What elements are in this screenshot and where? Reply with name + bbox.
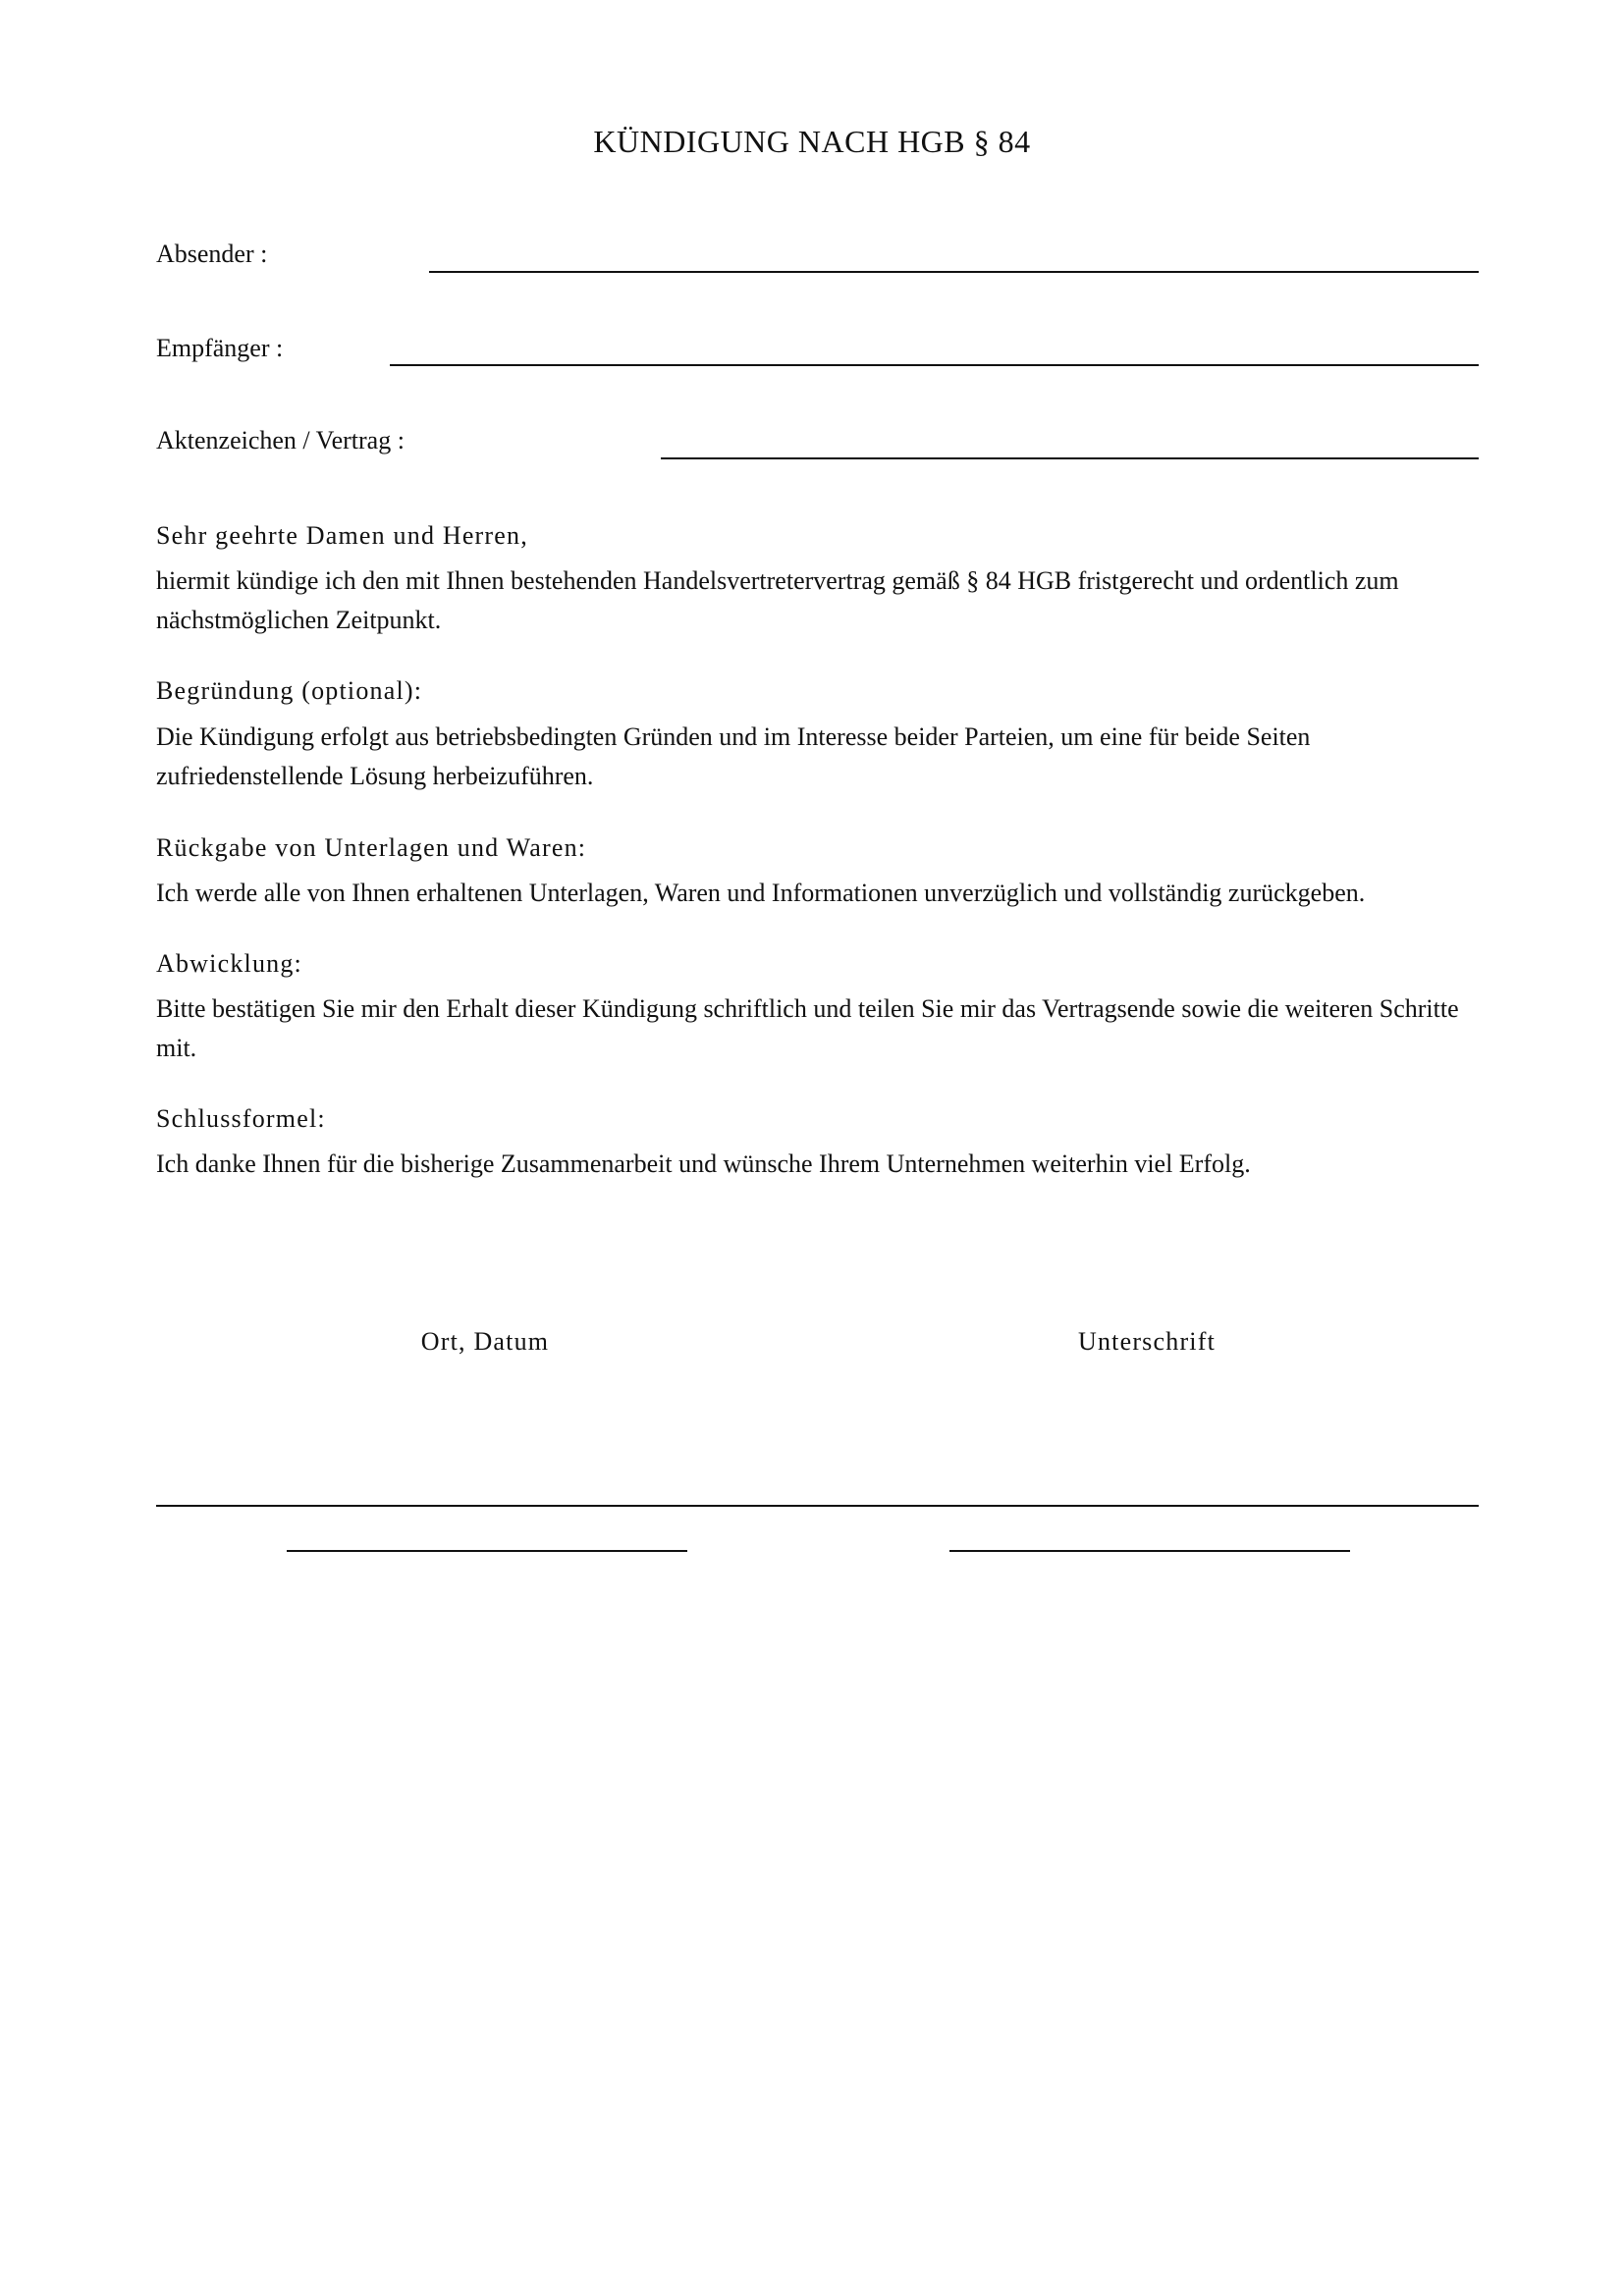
reference-label: Aktenzeichen / Vertrag : xyxy=(156,426,405,454)
reason-heading: Begründung (optional): xyxy=(156,676,423,705)
signature-label: Unterschrift xyxy=(1077,1327,1217,1356)
document-title: KÜNDIGUNG NACH HGB § 84 xyxy=(593,124,1031,159)
return-heading: Rückgabe von Unterlagen und Waren: xyxy=(156,833,587,862)
place-date-label: Ort, Datum xyxy=(420,1327,550,1356)
reason-paragraph: Die Kündigung erfolgt aus betriebsbedingten Gründen und im Interesse beider Parteien, um eine für beide Seiten zufriedenstellende Lösung herbeizuführen. xyxy=(156,722,1311,790)
salutation: Sehr geehrte Damen und Herren, xyxy=(156,521,528,550)
intro-paragraph: hiermit kündige ich den mit Ihnen bestehenden Handelsvertretervertrag gemäß § 84 HGB fristgerecht und ordentlich zum nächstmöglichen Zeitpunkt. xyxy=(156,566,1399,634)
recipient-label: Empfänger : xyxy=(156,334,284,362)
sender-label: Absender : xyxy=(156,240,268,268)
signature-line xyxy=(949,1550,1350,1552)
closing-paragraph: Ich danke Ihnen für die bisherige Zusammenarbeit und wünsche Ihrem Unternehmen weiterhin viel Erfolg. xyxy=(156,1149,1251,1178)
recipient-field-line xyxy=(390,364,1479,366)
closing-heading: Schlussformel: xyxy=(156,1104,326,1133)
sender-field-line xyxy=(429,271,1479,273)
return-paragraph: Ich werde alle von Ihnen erhaltenen Unterlagen, Waren und Informationen unverzüglich und vollständig zurückgeben. xyxy=(156,879,1366,907)
settlement-paragraph: Bitte bestätigen Sie mir den Erhalt dieser Kündigung schriftlich und teilen Sie mir das Vertragsende sowie die weiteren Schritte mit. xyxy=(156,994,1459,1062)
signature-divider xyxy=(156,1505,1479,1507)
settlement-heading: Abwicklung: xyxy=(156,949,302,978)
place-date-line xyxy=(287,1550,687,1552)
reference-field-line xyxy=(661,457,1479,459)
